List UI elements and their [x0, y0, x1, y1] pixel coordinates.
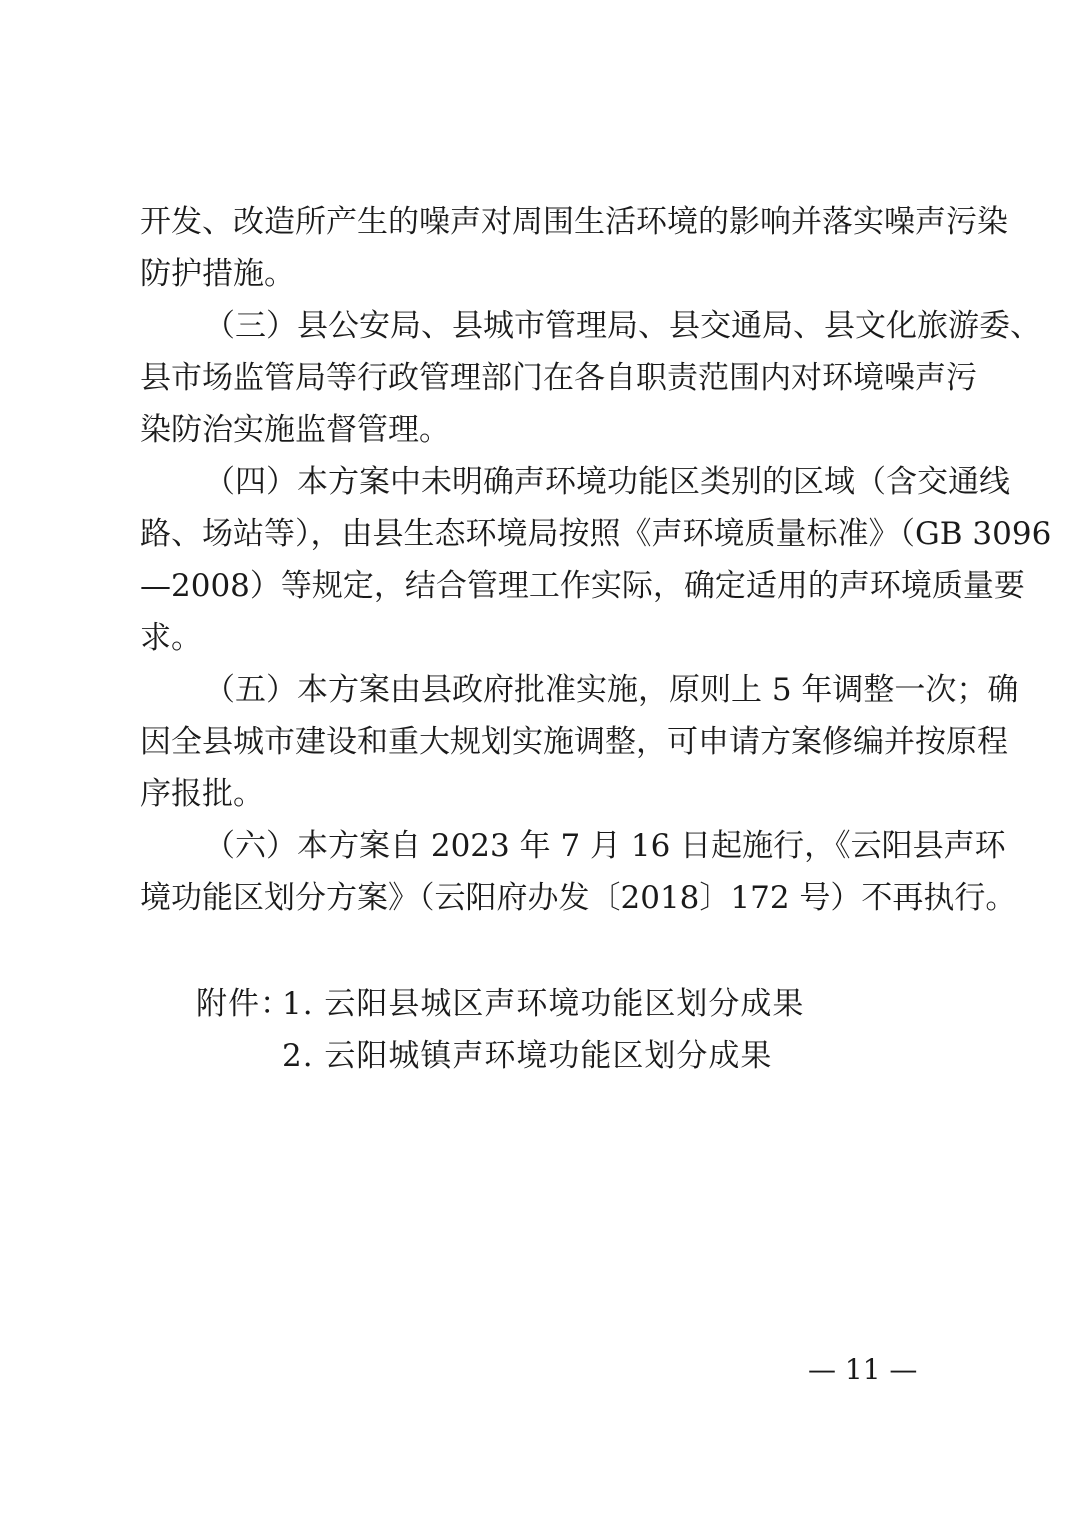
attachments-label: 附件：: [196, 986, 292, 1022]
paragraph-line: 求。: [140, 620, 202, 656]
paragraph-line: 防护措施。: [140, 256, 295, 292]
paragraph-line: 因全县城市建设和重大规划实施调整，可申请方案修编并按原程: [140, 724, 1008, 760]
attachment-item: 2. 云阳城镇声环境功能区划分成果: [282, 1038, 773, 1074]
paragraph-line: （六）本方案自 2023 年 7 月 16 日起施行，《云阳县声环: [204, 828, 1006, 864]
paragraph-line: 县市场监管局等行政管理部门在各自职责范围内对环境噪声污: [140, 360, 977, 396]
paragraph-line: （四）本方案中未明确声环境功能区类别的区域（含交通线: [204, 464, 1010, 500]
paragraph-line: 染防治实施监督管理。: [140, 412, 450, 448]
paragraph-line: 境功能区划分方案》（云阳府办发〔2018〕172 号）不再执行。: [140, 880, 1017, 916]
attachment-item: 1. 云阳县城区声环境功能区划分成果: [282, 986, 805, 1022]
paragraph-line: 开发、改造所产生的噪声对周围生活环境的影响并落实噪声污染: [140, 204, 1008, 240]
paragraph-line: 序报批。: [140, 776, 264, 812]
paragraph-line: 路、场站等），由县生态环境局按照《声环境质量标准》（GB 3096: [140, 516, 1052, 552]
paragraph-line: （三）县公安局、县城市管理局、县交通局、县文化旅游委、: [204, 308, 1041, 344]
paragraph-line: —2008）等规定，结合管理工作实际，确定适用的声环境质量要: [140, 568, 1025, 604]
paragraph-line: （五）本方案由县政府批准实施，原则上 5 年调整一次；确: [204, 672, 1019, 708]
page-number: — 11 —: [808, 1353, 918, 1386]
